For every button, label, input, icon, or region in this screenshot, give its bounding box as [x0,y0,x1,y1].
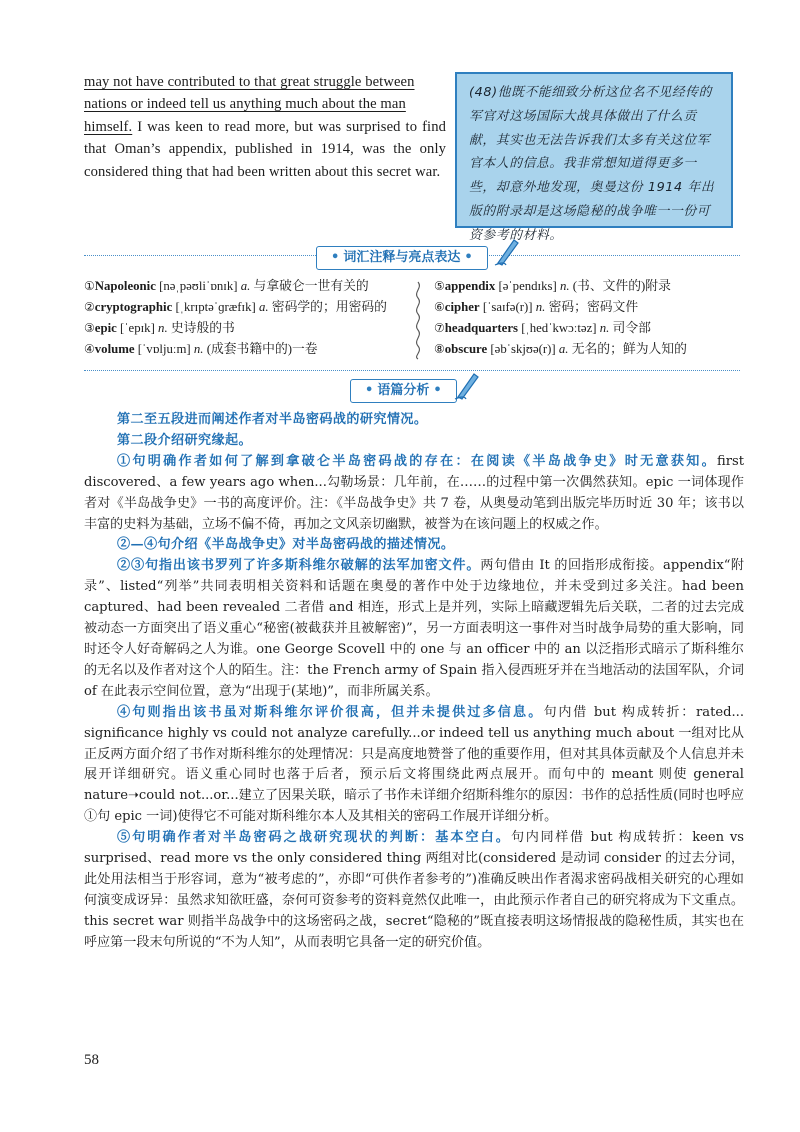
analysis-paragraph: ④句则指出该书虽对斯科维尔评价很高，但并未提供过多信息。句内借 but 构成转折：rated... significance highly vs could not analyze carefully...or indeed tell us anything much about 一组对比从正反两方面介绍了书作对斯科维尔的处理情况：只是高度地赞誉了他的重要作用，但对其具体贡献及个人信息并未展开详细研究。语义重心同时也落于后者，预示后文将围绕此两点展开。而句中的 meant 则使 general nature➝could not...or...建立了因果关联，暗示了书作未详细介绍斯科维尔的原因：书作的总括性质(同时也呼应①句 epic 一词)使得它不可能对斯科维尔本人及其相关的密码工作展开详细分析。 [84,704,744,825]
vocab-item: ②cryptographic [ˌkrɪptəˈɡræfɪk] a. 密码学的；用密码的 [84,300,387,314]
vocab-section-title: • 词汇注释与亮点表达 • [316,246,488,270]
vocab-item: ⑥cipher [ˈsaɪfə(r)] n. 密码；密码文件 [434,300,639,314]
analysis-heading-1: 第二至五段进而阐述作者对半岛密码战的研究情况。 [117,412,428,427]
passage-underlined-line-1: may not have contributed to that great struggle between [84,74,415,90]
analysis-title-text: 语篇分析 [377,383,430,398]
page-number: 58 [84,1052,99,1068]
vocab-title-text: 词汇注释与亮点表达 [343,250,461,265]
passage-underlined-line-2: nations or indeed tell us anything much about the man [84,96,406,113]
vocab-item: ④volume [ˈvɒljuːm] n. (成套书籍中的)一卷 [84,342,318,356]
swirl-divider-icon [412,280,424,360]
analysis-section-title: • 语篇分析 • [350,379,457,403]
analysis-paragraph: ②—④句介绍《半岛战争史》对半岛密码战的描述情况。 [117,537,455,553]
analysis-paragraph: ①句明确作者如何了解到拿破仑半岛密码战的存在：在阅读《半岛战争史》时无意获知。first discovered、a few years ago when...勾勒场景：几年前，在……的过程中第一次偶然获知。epic 一词体现作者对《半岛战争史》一书的高度评价。注：《半岛战争史》共 7 卷，从奥曼动笔到出版完毕历时近 30 年；该书以丰富的史料为基础，立场不偏不倚，再加之文风亲切幽默，被誉为在该问题上的权威之作。 [84,453,744,532]
passage-underlined-line-3: himself. [84,118,133,135]
translation-text: (48)他既不能细致分析这位名不见经传的军官对这场国际大战具体做出了什么贡献，其实也无法告诉我们太多有关这位军官本人的信息。我非常想知道得更多一些，却意外地发现，奥曼这份 1914 年出版的附录却是这场隐秘的战争唯一一份可资参考的材料。 [469,85,715,243]
passage-text [84,71,446,183]
pen-nib-icon [494,236,520,266]
analysis-paragraph: ②③句指出该书罗列了许多斯科维尔破解的法军加密文件。两句借由 It 的回指形成衔接。appendix“附录”、listed“列举”共同表明相关资料和话题在奥曼的著作中处于边缘地位，并未受到过多关注。had been captured、had been revealed 二者借 and 相连，形式上是并列，实际上暗藏逻辑先后关联，二者的过去完成被动态一方面突出了语义重心“秘密(被截获并且被解密)”，另一方面表明这一事件对当时战争局势的重大影响，同时还令人好奇解码之人为谁。one George Scovell 中的 one 与 an officer 中的 an 以泛指形式暗示了斯科维尔的无名以及作者对这个人的陌生。注：the French army of Spain 指入侵西班牙并在当地活动的法国军队，介词 of 在此表示空间位置，意为“出现于(某地)”，而非所属关系。 [84,558,744,699]
vocab-item: ⑤appendix [əˈpendɪks] n. (书、文件的)附录 [434,279,671,293]
vocab-item: ③epic [ˈepɪk] n. 史诗般的书 [84,321,235,335]
vocab-item: ⑧obscure [əbˈskjʊə(r)] a. 无名的；鲜为人知的 [434,342,687,356]
translation-box [455,72,733,243]
analysis-paragraph: ⑤句明确作者对半岛密码之战研究现状的判断：基本空白。句内同样借 but 构成转折：keen vs surprised、read more vs the only considered thing 两组对比(considered 是动词 consider 的过去分词，此处用法相当于形容词，意为“被考虑的”，亦即“可供作者参考的”)准确反映出作者渴求密码战相关研究的心理如何演变成讶异：虽然求知欲旺盛，奈何可资参考的资料竟然仅此唯一，由此预示作者自己的研究将成为下文重点。this secret war 则指半岛战争中的这场密码之战，secret“隐秘的”既直接表明这场情报战的隐秘性质，其实也在呼应第一段末句所说的“不为人知”，从而表明它具备一定的研究价值。 [84,830,744,950]
pen-nib-icon [454,370,480,400]
passage-rest: I was keen to read more, but was surprised to find that Oman’s appendix, published in 1914, was the only considered thing that had been written about this secret war. [84,118,446,180]
analysis-heading-2: 第二段介绍研究缘起。 [117,432,252,448]
analysis-body [84,410,744,954]
divider-middle [84,370,740,371]
vocab-item: ⑦headquarters [ˌhedˈkwɔːtəz] n. 司令部 [434,321,651,335]
vocab-item: ①Napoleonic [nəˌpəʊliˈɒnɪk] a. 与拿破仑一世有关的 [84,279,369,293]
